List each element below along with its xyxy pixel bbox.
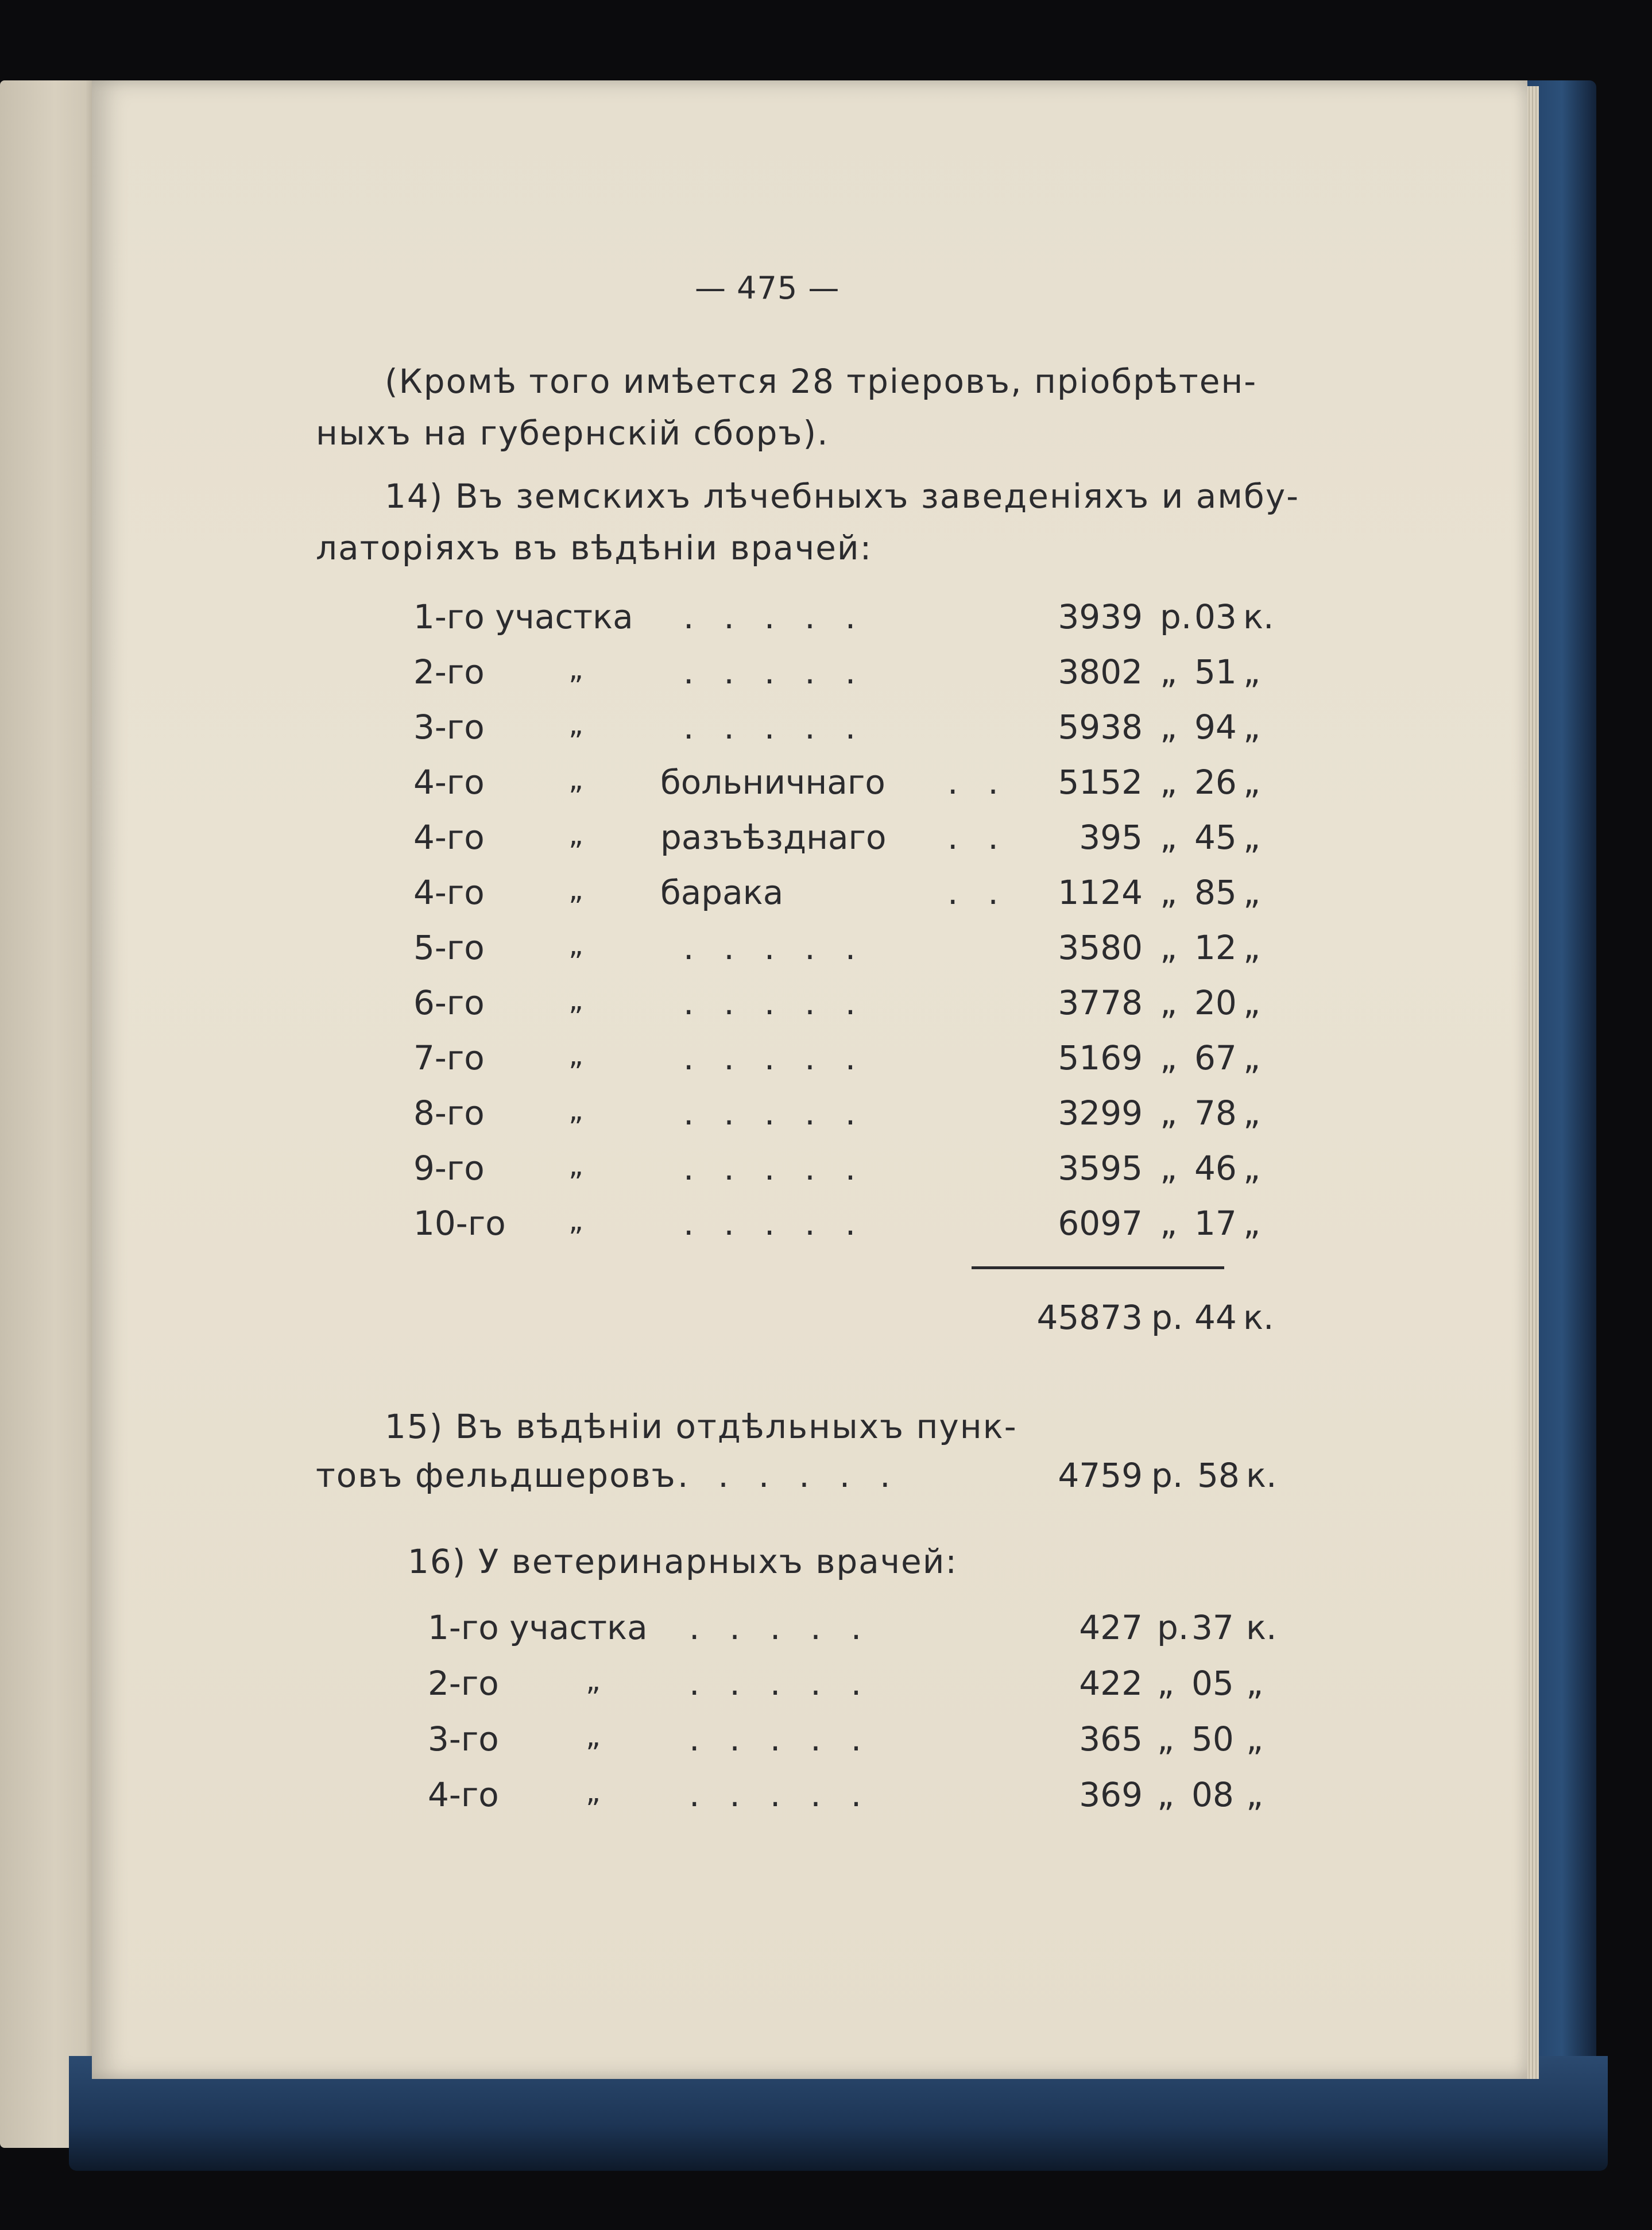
row-kop-unit: „: [1243, 1149, 1261, 1188]
table-row: [92, 763, 1527, 809]
row-rub-unit: „: [1160, 1038, 1178, 1077]
row-label: 5-го: [413, 928, 485, 967]
leader-dots: .....: [683, 1149, 886, 1188]
row-rub-unit: „: [1160, 873, 1178, 912]
leader-dots: .....: [683, 1204, 886, 1243]
ditto-mark: „: [568, 763, 583, 796]
section-14-total-row: [92, 1298, 1527, 1344]
row-rub-unit: „: [1160, 1204, 1178, 1243]
row-rub-unit: „: [1160, 818, 1178, 857]
row-rub-unit: „: [1160, 1149, 1178, 1188]
leader-dots: .....: [689, 1775, 892, 1814]
row-label: 4-го: [428, 1775, 499, 1814]
row-kopecks: 12: [1194, 928, 1237, 967]
ditto-mark: „: [586, 1664, 601, 1697]
leader-dots: ..: [947, 763, 1028, 802]
row-rub-unit: „: [1157, 1664, 1175, 1703]
leader-dots: .....: [683, 1038, 886, 1077]
total-rubles: 45873: [1036, 1298, 1143, 1337]
row-kopecks: 85: [1194, 873, 1237, 912]
row-kop-unit: „: [1243, 1093, 1261, 1133]
section-14-line-1: 14) Въ земскихъ лѣчебныхъ заведеніяхъ и амбу-: [385, 477, 1300, 516]
row-rubles: 3778: [1058, 983, 1143, 1022]
leader-dots: ..: [947, 873, 1028, 912]
row-label: 6-го: [413, 983, 485, 1022]
row-kopecks: 08: [1191, 1775, 1234, 1814]
row-kop-unit: „: [1243, 928, 1261, 967]
table-row: [92, 1664, 1527, 1710]
s15-rubles: 4759: [1058, 1456, 1143, 1495]
row-sub-label: барака: [660, 873, 784, 912]
row-kopecks: 94: [1194, 708, 1237, 747]
row-label: 2-го: [413, 652, 485, 691]
leader-dots: ..: [947, 818, 1028, 857]
row-label: 8-го: [413, 1093, 485, 1133]
total-kopecks: 44: [1194, 1298, 1237, 1337]
page-number: — 475 —: [695, 270, 840, 306]
table-row: [92, 1149, 1527, 1195]
leader-dots: .....: [689, 1664, 892, 1703]
row-kop-unit: „: [1243, 708, 1261, 747]
leader-dots: .....: [683, 708, 886, 747]
row-label: 9-го: [413, 1149, 485, 1188]
table-row: [92, 708, 1527, 753]
row-kopecks: 26: [1194, 763, 1237, 802]
intro-line-2: ныхъ на губернскій сборъ).: [316, 413, 829, 453]
row-kop-unit: „: [1246, 1664, 1264, 1703]
row-kopecks: 67: [1194, 1038, 1237, 1077]
row-rubles: 3299: [1058, 1093, 1143, 1133]
section-15-line-2: товъ фельдшеровъ: [316, 1456, 676, 1495]
row-rub-unit: „: [1160, 983, 1178, 1022]
row-rubles: 5152: [1058, 763, 1143, 802]
table-row: [92, 818, 1527, 864]
row-kop-unit: „: [1243, 1204, 1261, 1243]
row-rub-unit: „: [1160, 763, 1178, 802]
row-kop-unit: „: [1243, 983, 1261, 1022]
ditto-mark: „: [568, 1204, 583, 1237]
row-label: 10-го: [413, 1204, 506, 1243]
row-label: 2-го: [428, 1664, 499, 1703]
ditto-mark: „: [568, 928, 583, 961]
table-row: [92, 873, 1527, 919]
row-rub-unit: р.: [1160, 597, 1192, 636]
s15-kop-unit: к.: [1246, 1456, 1277, 1495]
ditto-mark: „: [568, 818, 583, 851]
row-kop-unit: „: [1243, 652, 1261, 691]
row-label: 1-го участка: [428, 1608, 648, 1647]
row-rubles: 422: [1079, 1664, 1143, 1703]
row-kop-unit: „: [1243, 1038, 1261, 1077]
row-rub-unit: „: [1160, 928, 1178, 967]
row-rubles: 3580: [1058, 928, 1143, 967]
table-row: [92, 983, 1527, 1029]
leader-dots: .....: [683, 652, 886, 691]
s15-rub-unit: р.: [1151, 1456, 1183, 1495]
row-kopecks: 17: [1194, 1204, 1237, 1243]
row-rubles: 3939: [1058, 597, 1143, 636]
leader-dots: ......: [678, 1456, 920, 1495]
row-kop-unit: к.: [1246, 1608, 1277, 1647]
row-rubles: 365: [1079, 1719, 1143, 1759]
table-row: [92, 928, 1527, 974]
book-page: [92, 80, 1527, 2079]
leader-dots: .....: [689, 1719, 892, 1759]
table-row: [92, 1608, 1527, 1654]
row-rub-unit: „: [1160, 1093, 1178, 1133]
table-row: [92, 652, 1527, 698]
ditto-mark: „: [568, 983, 583, 1017]
ditto-mark: „: [568, 1038, 583, 1072]
row-rub-unit: р.: [1157, 1608, 1189, 1647]
ditto-mark: „: [586, 1775, 601, 1808]
s15-kopecks: 58: [1197, 1456, 1240, 1495]
row-kopecks: 50: [1191, 1719, 1234, 1759]
row-kopecks: 37: [1191, 1608, 1234, 1647]
row-rub-unit: „: [1157, 1775, 1175, 1814]
leader-dots: .....: [683, 1093, 886, 1133]
row-label: 3-го: [428, 1719, 499, 1759]
row-kop-unit: „: [1246, 1775, 1264, 1814]
row-kopecks: 03: [1194, 597, 1237, 636]
table-row: [92, 597, 1527, 643]
table-row: [92, 1038, 1527, 1084]
row-kop-unit: „: [1243, 873, 1261, 912]
table-row: [92, 1719, 1527, 1765]
leader-dots: .....: [683, 928, 886, 967]
row-rubles: 3802: [1058, 652, 1143, 691]
row-label: 4-го: [413, 818, 485, 857]
row-label: 4-го: [413, 873, 485, 912]
section-16-line-1: 16) У ветеринарныхъ врачей:: [408, 1542, 958, 1581]
row-label: 3-го: [413, 708, 485, 747]
row-rubles: 5169: [1058, 1038, 1143, 1077]
ditto-mark: „: [568, 1149, 583, 1182]
row-kop-unit: к.: [1243, 597, 1274, 636]
row-rubles: 427: [1079, 1608, 1143, 1647]
section-15-row: [92, 1456, 1527, 1502]
row-rubles: 369: [1079, 1775, 1143, 1814]
total-kop-unit: к.: [1243, 1298, 1274, 1337]
row-rub-unit: „: [1160, 652, 1178, 691]
total-rub-unit: р.: [1151, 1298, 1183, 1337]
row-rubles: 5938: [1058, 708, 1143, 747]
intro-line-1: (Кромѣ того имѣется 28 тріеровъ, пріобрѣтен-: [385, 362, 1258, 401]
row-sub-label: больничнаго: [660, 763, 885, 802]
row-kop-unit: „: [1243, 818, 1261, 857]
left-page-edge: [0, 80, 100, 2148]
row-kop-unit: „: [1243, 763, 1261, 802]
ditto-mark: „: [568, 708, 583, 741]
ditto-mark: „: [568, 1093, 583, 1127]
row-rubles: 395: [1079, 818, 1143, 857]
row-rub-unit: „: [1160, 708, 1178, 747]
section-14-line-2: латоріяхъ въ вѣдѣніи врачей:: [316, 528, 873, 567]
ditto-mark: „: [568, 652, 583, 686]
row-kopecks: 46: [1194, 1149, 1237, 1188]
row-label: 7-го: [413, 1038, 485, 1077]
leader-dots: .....: [683, 983, 886, 1022]
ditto-mark: „: [568, 873, 583, 906]
leader-dots: .....: [689, 1608, 892, 1647]
leader-dots: .....: [683, 597, 886, 636]
row-label: 1-го участка: [413, 597, 633, 636]
row-kop-unit: „: [1246, 1719, 1264, 1759]
row-kopecks: 05: [1191, 1664, 1234, 1703]
row-sub-label: разъѣзднаго: [660, 818, 887, 857]
section-15-line-1: 15) Въ вѣдѣніи отдѣльныхъ пунк-: [385, 1407, 1017, 1446]
sum-rule: [972, 1266, 1224, 1269]
row-label: 4-го: [413, 763, 485, 802]
row-rubles: 3595: [1058, 1149, 1143, 1188]
row-rubles: 6097: [1058, 1204, 1143, 1243]
table-row: [92, 1093, 1527, 1139]
row-kopecks: 51: [1194, 652, 1237, 691]
row-kopecks: 20: [1194, 983, 1237, 1022]
row-rub-unit: „: [1157, 1719, 1175, 1759]
ditto-mark: „: [586, 1719, 601, 1753]
row-kopecks: 45: [1194, 818, 1237, 857]
row-kopecks: 78: [1194, 1093, 1237, 1133]
row-rubles: 1124: [1058, 873, 1143, 912]
table-row: [92, 1775, 1527, 1821]
table-row: [92, 1204, 1527, 1250]
